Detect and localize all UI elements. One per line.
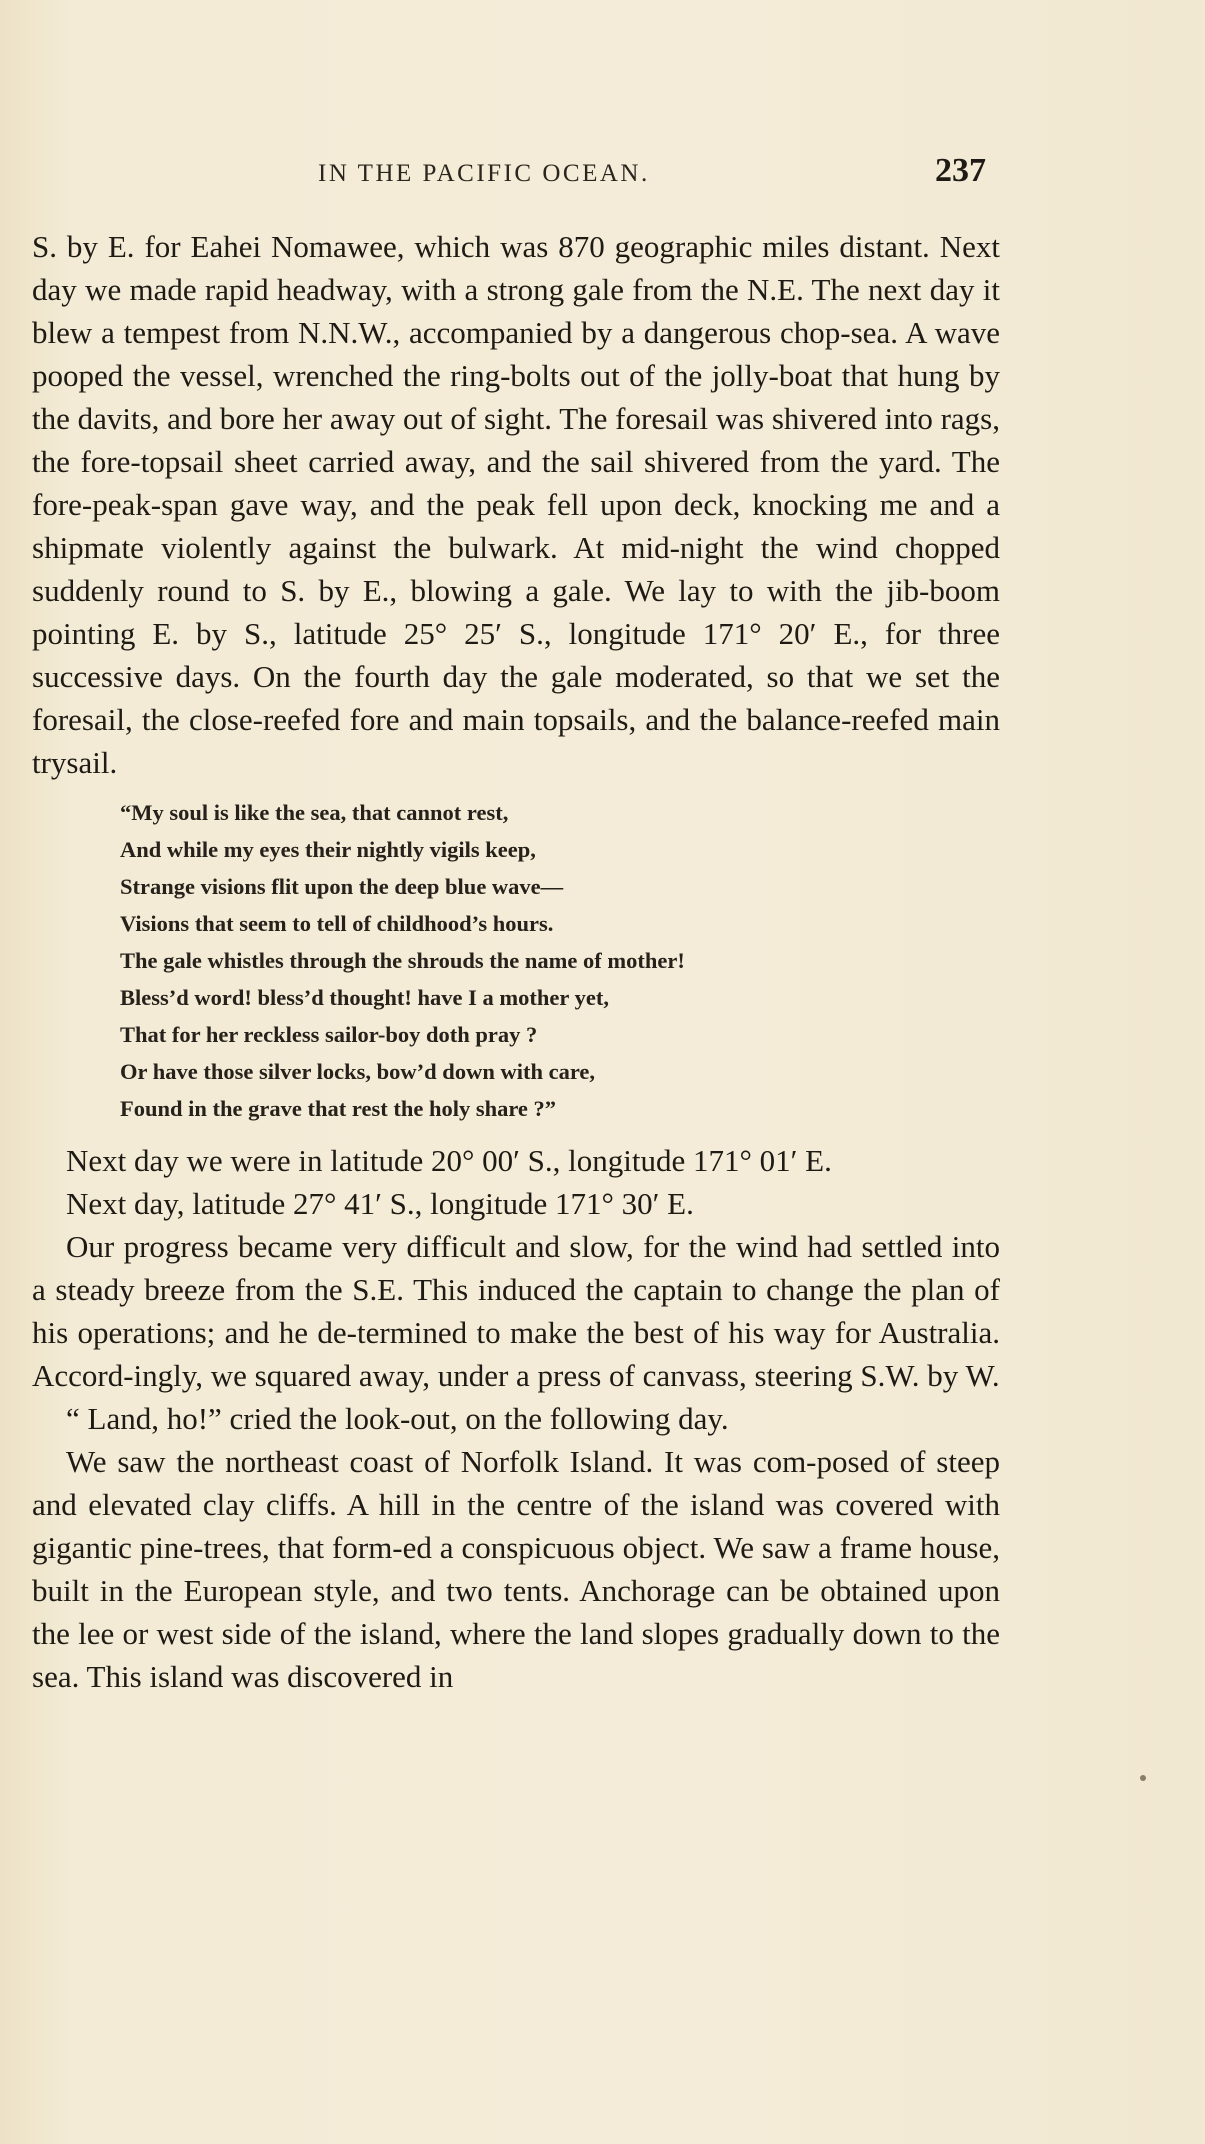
paragraph: We saw the northeast coast of Norfolk Island. It was com-posed of steep and elevated clay cliffs. A hill in the centre of the island was covered with gigantic pine-trees, that form-ed a conspicuous object. We saw a frame house, built in the European style, and two tents. Anchorage can be obtained upon the lee or west side of the island, where the land slopes gradually down to the sea. This island was discovered in xyxy=(32,1444,1000,1694)
poem-line: And while my eyes their nightly vigils keep, xyxy=(120,837,536,862)
running-title: IN THE PACIFIC OCEAN. xyxy=(318,160,650,187)
poem-line: That for her reckless sailor-boy doth pray ? xyxy=(120,1022,538,1047)
poem-line: Or have those silver locks, bow’d down with care, xyxy=(120,1059,596,1084)
poem-line: The gale whistles through the shrouds the name of mother! xyxy=(120,948,685,973)
poem-line: Bless’d word! bless’d thought! have I a mother yet, xyxy=(120,985,609,1010)
paragraph: “ Land, ho!” cried the look-out, on the following day. xyxy=(66,1401,729,1436)
paragraph: S. by E. for Eahei Nomawee, which was 870 geographic miles distant. Next day we made rapid headway, with a strong gale from the N.E. The next day it blew a tempest from N.N.W., accompanied by a dangerous chop-sea. A wave pooped the vessel, wrenched the ring-bolts out of the jolly-boat that hung by the davits, and bore her away out of sight. The foresail was shivered into rags, the fore-topsail sheet carried away, and the sail shivered from the yard. The fore-peak-span gave way, and the peak fell upon deck, knocking me and a shipmate violently against the bulwark. At mid-night the wind chopped suddenly round to S. by E., blowing a gale. We lay to with the jib-boom pointing E. by S., latitude 25° 25′ S., longitude 171° 20′ E., for three successive days. On the fourth day the gale moderated, so that we set the foresail, the close-reefed fore and main topsails, and the balance-reefed main trysail. xyxy=(32,229,1000,780)
paragraph: Next day we were in latitude 20° 00′ S., longitude 171° 01′ E. xyxy=(66,1143,832,1178)
page-number: 237 xyxy=(935,152,986,189)
poem-block xyxy=(120,794,1000,1127)
paragraph: Our progress became very difficult and slow, for the wind had settled into a steady breeze from the S.E. This induced the captain to change the plan of his operations; and he de-termined to make the best of his way for Australia. Accord-ingly, we squared away, under a press of canvass, steering S.W. by W. xyxy=(32,1229,1000,1393)
paper-speck xyxy=(1140,1775,1146,1781)
poem-line: “My soul is like the sea, that cannot rest, xyxy=(120,800,509,825)
page-header xyxy=(0,152,1205,202)
poem-line: Found in the grave that rest the holy share ?” xyxy=(120,1096,557,1121)
page-body xyxy=(32,225,1000,1698)
poem-line: Visions that seem to tell of childhood’s hours. xyxy=(120,911,554,936)
paragraph: Next day, latitude 27° 41′ S., longitude 171° 30′ E. xyxy=(66,1186,694,1221)
poem-line: Strange visions flit upon the deep blue wave— xyxy=(120,874,564,899)
